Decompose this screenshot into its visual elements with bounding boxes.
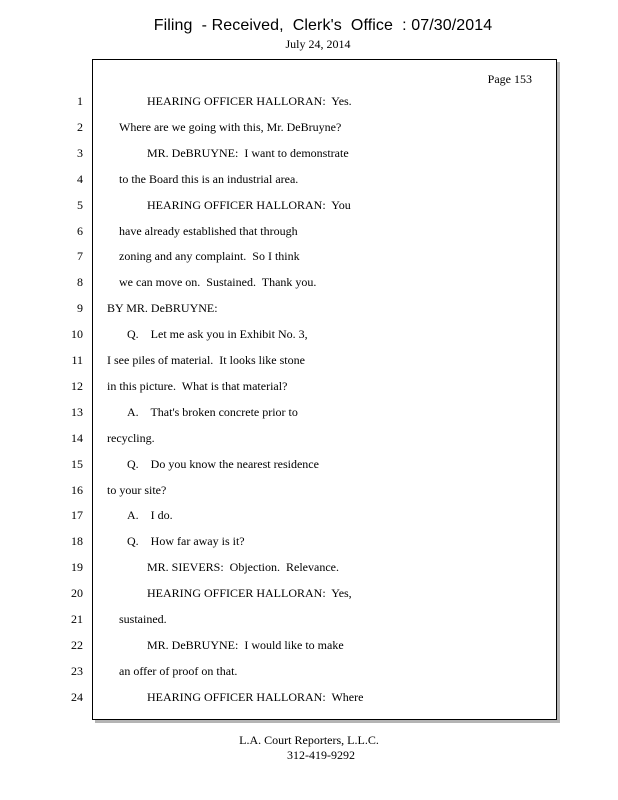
transcript-line	[71, 612, 556, 632]
line-text: we can move on. Sustained. Thank you.	[119, 275, 317, 290]
line-text: sustained.	[119, 612, 167, 626]
transcript-line	[71, 637, 556, 658]
line-number: 15	[71, 456, 83, 471]
line-number: 20	[71, 586, 83, 601]
line-text: A. I do.	[127, 508, 173, 523]
line-text: HEARING OFFICER HALLORAN: Yes,	[147, 586, 352, 601]
line-number: 4	[77, 171, 83, 186]
line-text: to the Board this is an industrial area.	[119, 171, 299, 186]
line-text: MR. SIEVERS: Objection. Relevance.	[147, 560, 339, 575]
line-number: 18	[71, 534, 83, 549]
transcript-line	[71, 534, 556, 554]
transcript-line	[71, 327, 556, 347]
line-number: 8	[77, 275, 83, 290]
line-text: HEARING OFFICER HALLORAN: Yes.	[147, 94, 352, 108]
transcript-line	[77, 94, 556, 114]
footer-phone: 312-419-9292	[287, 748, 355, 762]
line-text: recycling.	[107, 430, 155, 445]
transcript-line	[71, 508, 556, 528]
transcript-line	[71, 353, 556, 373]
transcript-line	[77, 275, 556, 295]
line-text: BY MR. DeBRUYNE:	[107, 301, 218, 316]
line-number: 7	[77, 249, 83, 264]
line-number: 17	[71, 508, 83, 523]
transcript-line	[77, 171, 556, 192]
transcript-line	[71, 482, 556, 503]
footer-company: L.A. Court Reporters, L.L.C.	[239, 733, 379, 747]
line-number: 21	[71, 612, 83, 626]
line-text: in this picture. What is that material?	[107, 378, 288, 393]
transcript-line	[77, 301, 556, 321]
transcript-date: July 24, 2014	[285, 37, 351, 51]
line-number: 22	[71, 637, 83, 652]
line-number: 13	[71, 404, 83, 419]
line-number: 19	[71, 560, 83, 575]
transcript-line	[71, 430, 556, 451]
line-text: A. That's broken concrete prior to	[127, 404, 298, 419]
line-number: 11	[71, 353, 83, 367]
line-text: have already established that through	[119, 223, 298, 238]
transcript-page	[71, 59, 557, 720]
line-text: to your site?	[107, 482, 167, 497]
line-number: 23	[71, 663, 83, 678]
line-text: Where are we going with this, Mr. DeBruyne?	[119, 119, 342, 134]
line-text: Q. How far away is it?	[127, 534, 245, 549]
transcript-line	[71, 404, 556, 425]
line-number: 16	[71, 482, 83, 497]
page-number: Page 153	[487, 72, 532, 86]
transcript-line	[77, 119, 556, 140]
line-number: 9	[77, 301, 83, 316]
line-number: 12	[71, 378, 83, 393]
line-number: 10	[71, 327, 83, 342]
line-number: 6	[77, 223, 83, 238]
line-text: an offer of proof on that.	[119, 663, 238, 678]
line-number: 5	[77, 197, 83, 212]
line-text: MR. DeBRUYNE: I want to demonstrate	[147, 145, 349, 160]
transcript-line	[71, 456, 556, 477]
line-number: 3	[77, 145, 83, 160]
transcript-line	[77, 197, 556, 218]
line-text: zoning and any complaint. So I think	[119, 249, 300, 264]
line-text: Q. Let me ask you in Exhibit No. 3,	[127, 327, 308, 342]
line-text: Q. Do you know the nearest residence	[127, 456, 319, 471]
line-text: I see piles of material. It looks like stone	[107, 353, 305, 367]
transcript-line	[77, 249, 556, 269]
transcript-line	[71, 378, 556, 399]
transcript-line	[77, 223, 556, 244]
transcript-line	[71, 663, 556, 684]
transcript-line	[71, 689, 556, 710]
line-number: 2	[77, 119, 83, 134]
line-number: 14	[71, 430, 83, 445]
line-text: HEARING OFFICER HALLORAN: Where	[147, 689, 364, 704]
transcript-line	[71, 586, 556, 606]
line-number: 24	[71, 689, 83, 704]
transcript-line	[71, 560, 556, 580]
filing-stamp: Filing - Received, Clerk's Office : 07/30/2014	[153, 17, 493, 34]
transcript-line	[77, 145, 556, 166]
line-text: MR. DeBRUYNE: I would like to make	[147, 637, 344, 652]
line-text: HEARING OFFICER HALLORAN: You	[147, 197, 351, 212]
line-number: 1	[77, 94, 83, 108]
